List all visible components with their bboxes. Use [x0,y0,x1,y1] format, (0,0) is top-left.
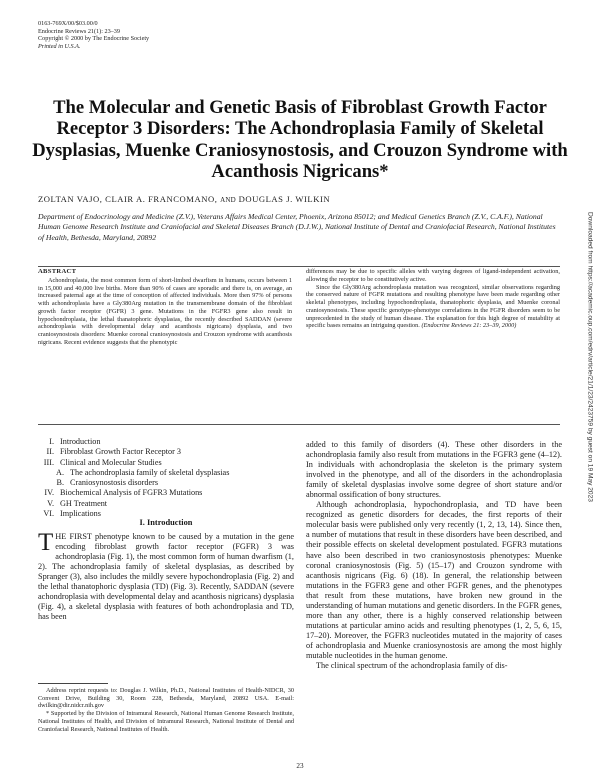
abstract-paragraph-3-text: Since the Gly380Arg achondroplasia mutation was recognized, similar observations regarding the conserved nature of FGFR mutations and resulting phenotype have been made regarding other skeletal phenotypes, including hypochondroplasia, thanatophoric dysplasia, and Muenke coronal craniosynostosis. These specific genotype-phenotype correlations in the FGFR disorders seem to be unprecedented in the study of human disease. The explanation for this high degree of mutability at specific bases remains an intriguing question. [306,283,560,330]
abstract-paragraph-2: differences may be due to specific alleles with varying degrees of ligand-independent activation, allowing the receptor to be constitutively active. [306,268,560,283]
abstract-heading: ABSTRACT [38,268,77,275]
toc-number: B. [56,478,64,488]
toc-number: III. [43,457,54,467]
body-paragraph-3: The clinical spectrum of the achondroplasia family of dis- [316,661,508,671]
toc-label: Clinical and Molecular Studies [60,457,162,467]
meta-copyright: Copyright © 2000 by The Endocrine Society [38,35,150,43]
intro-left-column [38,529,294,622]
toc-subitem [38,478,296,488]
table-of-contents [38,437,296,519]
toc-item [38,458,296,468]
toc-label: The achondroplasia family of skeletal dysplasias [70,467,230,477]
toc-item [38,437,296,447]
toc-subitem [38,468,296,478]
intro-paragraph-1-text: HE FIRST phenotype known to be caused by a mutation in the gene encoding fibroblast growth factor receptor (FGFR) 3 was achondroplasia (Fig. 1), the most common form of human dwarfism (1, 2). The achondroplasia family of skeletal dysplasias, as described by Spranger (3), also includes the mildly severe hypochondroplasia (Fig. 2) and the lethal thanatophoric dysplasia (TD) (Fig. 3). Recently, SADDAN (severe achondroplasia with developmental delay and acanthosis nigricans) dysplasia (Fig. 4), a skeletal dysplasia with features of both achondroplasia and TD, has been [38,532,294,622]
download-watermark [585,212,595,732]
toc-label: Implications [60,509,101,519]
author-and: AND [220,196,236,204]
toc-item [38,447,296,457]
toc-label: Fibroblast Growth Factor Receptor 3 [60,447,181,457]
author-last: DOUGLAS J. WILKIN [238,194,331,204]
drop-cap: T [38,529,54,556]
abstract-bottom-rule [38,424,560,425]
intro-paragraph-1 [38,529,294,622]
author-names: ZOLTAN VAJO, CLAIR A. FRANCOMANO, [38,194,218,204]
abstract-paragraph-3 [306,284,560,331]
abstract-top-rule [38,266,560,267]
article-title: The Molecular and Genetic Basis of Fibroblast Growth Factor Receptor 3 Disorders: The Achondroplasia Family of Skeletal Dysplasias, Muenke Craniosynostosis, and Crouzon Syndrome with Acanthosis Nigricans* [32,97,568,183]
abstract-citation: (Endocrine Reviews 21: 23–39, 2000) [421,322,517,330]
abstract-paragraph-1: Achondroplasia, the most common form of short-limbed dwarfism in humans, occurs between 1 in 15,000 and 40,000 live births. More than 90% of cases are sporadic and there is, on average, an increased paternal age at the time of conception of affected individuals. More then 97% of persons with achondroplasia have a Gly380Arg mutation in the transmembrane domain of the fibroblast growth factor receptor (FGFR) 3 gene. Mutations in the FGFR3 gene also result in hypochondroplasia, the lethal thanatophoric dysplasias, the recently described SADDAN (severe achondroplasia with developmental delay and acanthosis nigricans) dysplasia, and two craniosynostosis disorders: Muenke coronal craniosynostosis and Crouzon syndrome with acanthosis nigricans. Recent evidence suggests that the phenotypic [38,276,292,346]
toc-label: GH Treatment [60,498,108,508]
toc-number: I. [49,437,54,446]
toc-label: Introduction [60,437,101,446]
footnote-support: * Supported by the Division of Intramural Research, National Human Genome Research Institute, National Institutes of Health, and Division of Intramural Research, National Institute of Dental and Craniofacial Research, National Institutes of Health. [38,710,294,733]
toc-item [38,488,296,498]
body-paragraph-1: added to this family of disorders (4). These other disorders in the achondroplasia family also result from mutations in the FGFR3 gene (4–12). In individuals with achondroplasia the skeleton is the primary system involved in the phenotype, and all of the disorders in the achondroplasia family of skeletal dysplasias involve some degree of short stature and/or abnormal ossification of bony structures. [306,440,562,500]
toc-number: IV. [44,488,54,498]
toc-number: II. [46,447,54,457]
affiliation: Department of Endocrinology and Medicine (Z.V.), Veterans Affairs Medical Center, Phoenix, Arizona 85012; and Medical Genetics Branch (Z.V., C.A.F.), National Human Genome Research Institute and Craniofacial and Skeletal Diseases Branch (D.J.W.), National Institute of Dental and Craniofacial Research, National Institutes of Health, Bethesda, Maryland, 20892 [38,212,556,242]
section-heading-introduction: I. Introduction [139,518,193,527]
page-number: 23 [296,762,304,770]
right-body-column [306,440,562,671]
meta-printed: Printed in U.S.A. [38,42,81,50]
author-list [38,194,330,204]
toc-number: VI. [43,509,54,519]
toc-label: Craniosynostosis disorders [70,478,159,488]
toc-label: Biochemical Analysis of FGFR3 Mutations [60,488,203,498]
footnote-address: Address reprint requests to: Douglas J. Wilkin, Ph.D., National Institutes of Health-NIDCR, 30 Convent Drive, Building 30, Room 228, Bethesda, Maryland, 20892 USA. E-mail: dwilkin@dir.nidcr.nih.gov [38,687,294,710]
meta-journal: Endocrine Reviews 21(1): 23–39 [38,27,120,35]
toc-number: A. [56,467,64,477]
abstract-right-column [306,268,560,330]
download-watermark-text: Downloaded from https://academic.oup.com/edrv/article/21/1/23/2423759 by guest on 19 May 2023 [586,212,594,502]
journal-meta [38,20,149,50]
abstract-left-column [38,268,292,347]
meta-issn: 0163-769X/00/$03.00/0 [38,20,98,27]
footnotes [38,687,294,733]
toc-number: V. [47,498,54,508]
toc-item [38,499,296,509]
body-paragraph-2: Although achondroplasia, hypochondroplasia, and TD have been recognized as genetic disorders for decades, the first reports of their molecular basis were published only very recently (1, 2, 13, 14). Since then, a number of mutations that result in these disorders have been described, and their possible effects on skeletal development postulated. FGFR3 mutations have also been described in two craniosynostosis phenotypes: Muenke coronal craniosynostosis (Fig. 5) (15–17) and Crouzon syndrome with acanthosis nigricans (Fig. 6) (18). In general, the relationship between mutations in the FGFR3 gene and other FGFR genes, and the phenotypes that result from these mutations, have broken new ground in the understanding of human mutations and genetic disorders. In the FGFR genes, more than any other, there is a highly conserved relationship between mutations at particular amino acids and resulting phenotypes (1, 2, 5, 6, 15, 17–20). Moreover, the FGFR3 nucleotides mutated in the majority of cases of achondroplasia and Muenke craniosynostosis are among the most highly mutable nucleotides in the human genome. [306,500,562,660]
footnote-rule [38,683,108,684]
